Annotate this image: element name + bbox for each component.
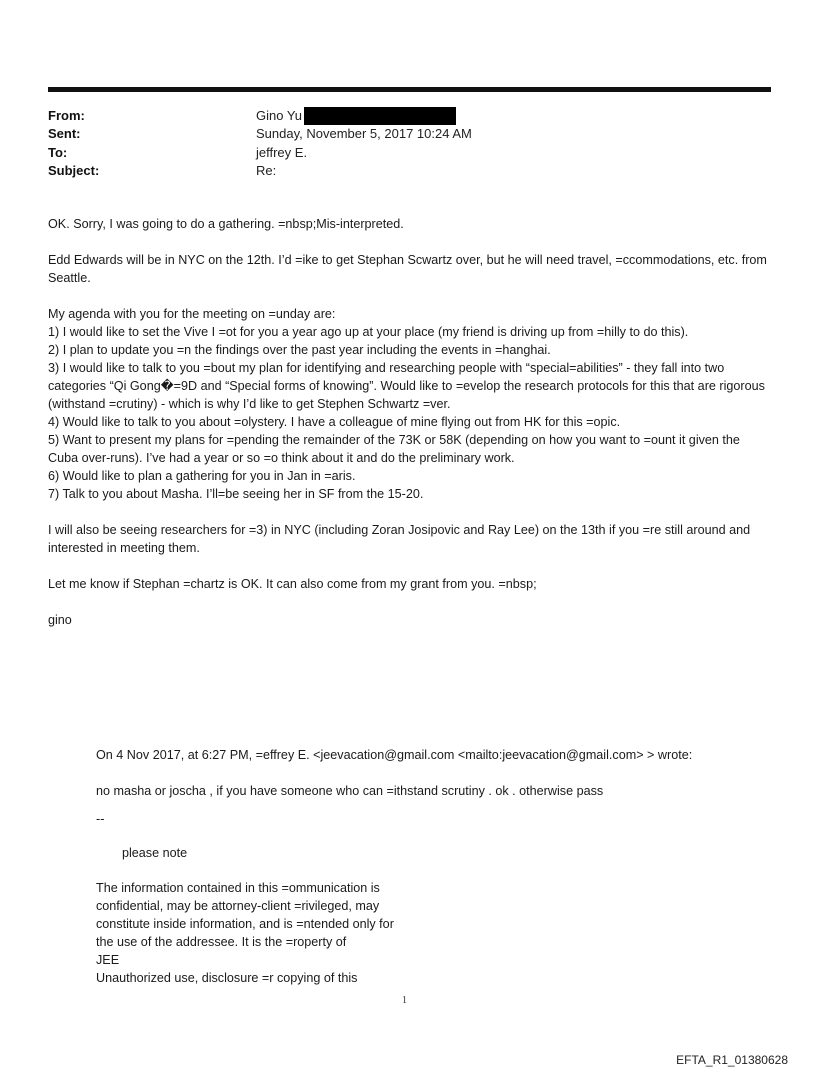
signoff-text: gino: [48, 613, 72, 627]
body-text-line: I will also be seeing researchers for =3) in NYC (including Zoran Josipovic and Ray Lee) on the 13th if you =re still around and interested in meeting them.: [48, 523, 751, 555]
please-note-text: please note: [122, 846, 188, 860]
agenda-item: 2) I plan to update you =n the findings over the past year including the events in =hanghai.: [48, 343, 551, 357]
agenda-item: 7) Talk to you about Masha. I’ll=be seeing her in SF from the 15-20.: [48, 487, 424, 501]
sent-label: Sent:: [48, 126, 81, 141]
to-value: jeffrey E.: [256, 145, 308, 160]
body-text-line: OK. Sorry, I was going to do a gathering. =nbsp;Mis-interpreted.: [48, 217, 404, 231]
from-name: Gino Yu: [256, 108, 303, 123]
agenda-item: 6) Would like to plan a gathering for you in Jan in =aris.: [48, 469, 356, 483]
redaction-bar: [304, 107, 456, 125]
disclaimer-line: confidential, may be attorney-client =rivileged, may: [96, 899, 380, 913]
attribution-text: On 4 Nov 2017, at 6:27 PM, =effrey E. <jeevacation@gmail.com <mailto:jeevacation@gmail.com> > wrote:: [96, 748, 693, 762]
from-value: [256, 107, 456, 125]
document-id: EFTA_R1_01380628: [676, 1053, 788, 1067]
agenda-item: 3) I would like to talk to you =bout my plan for identifying and researching people with “special=abilities” - they fall into two categories “Qi Gong�=9D and “Special forms of knowing”. Would like to =evelop the research protocols for this that are rigorous (withstand =crutiny) - which is why I’d like to get Stephen Schwartz =ver.: [48, 361, 765, 411]
body-paragraph-2: [48, 251, 770, 287]
body-paragraph-1: [48, 215, 770, 233]
agenda-item: 1) I would like to set the Vive I =ot for you a year ago up at your place (my friend is driving up from =hilly to do this).: [48, 325, 689, 339]
quoted-reply: [96, 782, 756, 800]
subject-label: Subject:: [48, 163, 100, 178]
signoff: [48, 611, 770, 629]
to-label: To:: [48, 145, 68, 160]
header-rule: [48, 87, 771, 92]
please-note: [96, 844, 782, 862]
subject-value: Re:: [256, 163, 277, 178]
separator-text: --: [96, 812, 105, 826]
agenda-intro: My agenda with you for the meeting on =unday are:: [48, 307, 336, 321]
disclaimer-line: constitute inside information, and is =ntended only for: [96, 917, 394, 931]
signature-separator: [96, 810, 756, 828]
quoted-attribution: [96, 746, 756, 764]
disclaimer-line: the use of the addressee. It is the =roperty of: [96, 935, 347, 949]
page-number: 1: [402, 995, 407, 1006]
agenda-item: 5) Want to present my plans for =pending the remainder of the 73K or 58K (depending on how you want to =ount it given the Cuba over-runs). I’ve had a year or so =o think about it and do the preliminary work.: [48, 433, 740, 465]
disclaimer-line: The information contained in this =ommunication is: [96, 881, 380, 895]
reply-text: no masha or joscha , if you have someone who can =ithstand scrutiny . ok . otherwise pass: [96, 784, 604, 798]
disclaimer-line: JEE: [96, 953, 120, 967]
body-paragraph-letmeknow: [48, 575, 770, 593]
body-paragraph-researchers: [48, 521, 770, 557]
sent-value: Sunday, November 5, 2017 10:24 AM: [256, 126, 472, 141]
body-text-line: Edd Edwards will be in NYC on the 12th. I’d =ike to get Stephan Scwartz over, but he will need travel, =ccommodations, etc. from Seattle.: [48, 253, 767, 285]
from-label: From:: [48, 108, 85, 123]
disclaimer-line: Unauthorized use, disclosure =r copying of this: [96, 971, 358, 985]
agenda-list: [48, 305, 770, 503]
body-text-line: Let me know if Stephan =chartz is OK. It can also come from my grant from you. =nbsp;: [48, 577, 537, 591]
agenda-item: 4) Would like to talk to you about =olystery. I have a colleague of mine flying out from HK for this =opic.: [48, 415, 621, 429]
